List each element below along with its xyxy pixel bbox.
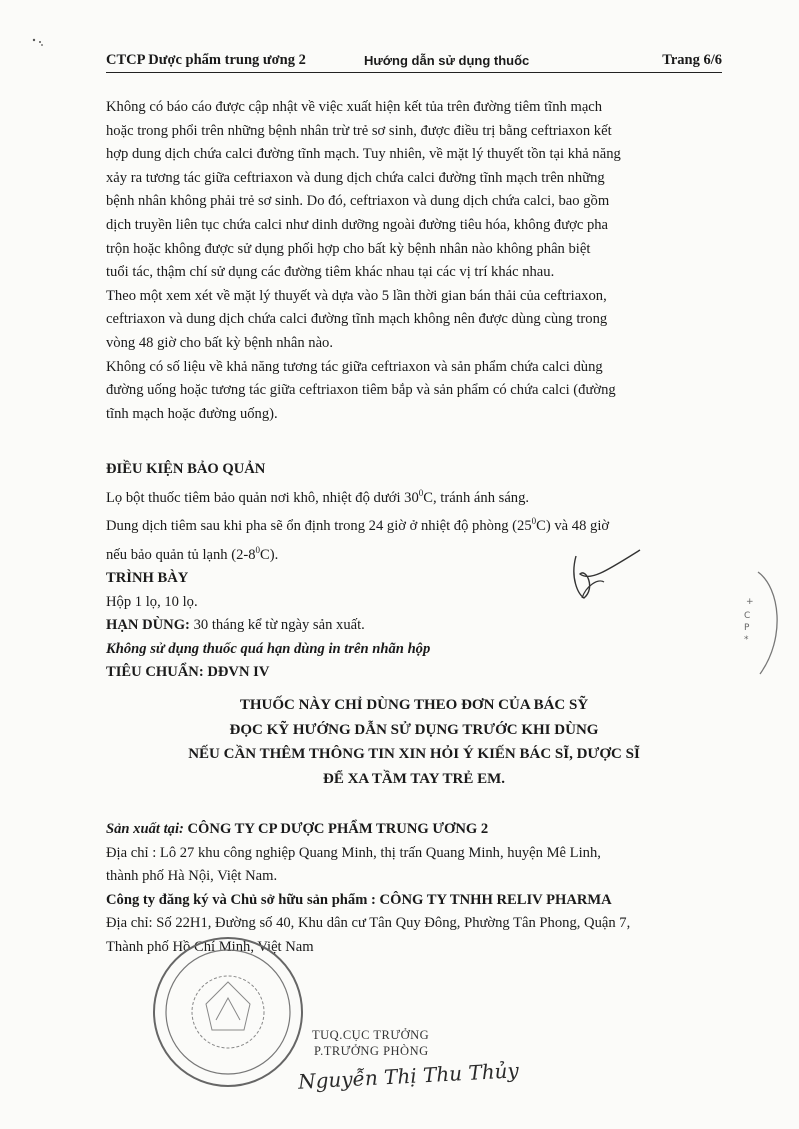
registrant-address-1: Địa chỉ: Số 22H1, Đường số 40, Khu dân cư Tân Quy Đông, Phường Tân Phong, Quận 7, <box>106 915 631 932</box>
svg-text:+: + <box>746 597 754 607</box>
header-doc-title: Hướng dẫn sử dụng thuốc <box>364 53 530 68</box>
storage-line-1: Lọ bột thuốc tiêm bảo quản nơi khô, nhiệt độ dưới $30^0C$, tránh ánh sáng. <box>106 487 530 506</box>
edge-stamp-fragment <box>730 568 799 678</box>
para1-line: bệnh nhân không phải trẻ sơ sinh. Do đó, ceftriaxon và dung dịch chứa calci, bao gồm <box>106 193 610 210</box>
expiry-line: HẠN DÙNG: 30 tháng kể từ ngày sản xuất. <box>106 617 365 634</box>
svg-text:C: C <box>744 611 751 621</box>
para2-line: ceftriaxon và dung dịch chứa calci đường tĩnh mạch không nên được dùng cùng trong <box>106 311 608 328</box>
notice-line: ĐỂ XA TẦM TAY TRẺ EM. <box>323 770 505 787</box>
signoff-subtitle: P.TRƯỞNG PHÒNG <box>314 1044 429 1058</box>
presentation-text: Hộp 1 lọ, 10 lọ. <box>106 593 198 610</box>
signoff-title: TUQ.CỤC TRƯỞNG <box>312 1028 430 1042</box>
para2-line: vòng 48 giờ cho bất kỳ bệnh nhân nào. <box>106 334 333 351</box>
notice-block <box>106 693 722 791</box>
notice-line: THUỐC NÀY CHỈ DÙNG THEO ĐƠN CỦA BÁC SỸ <box>239 697 589 713</box>
storage-title: ĐIỀU KIỆN BẢO QUẢN <box>106 461 266 477</box>
para1-line: Không có báo cáo được cập nhật về việc xuất hiện kết tủa trên đường tiêm tĩnh mạch <box>106 99 603 115</box>
expiry-warning: Không sử dụng thuốc quá hạn dùng in trên nhãn hộp <box>106 640 431 657</box>
manufacturer-address-1: Địa chỉ : Lô 27 khu công nghiệp Quang Minh, thị trấn Quang Minh, huyện Mê Linh, <box>106 844 601 861</box>
standard-line: TIÊU CHUẨN: DĐVN IV <box>106 664 270 681</box>
svg-text:*: * <box>744 635 749 645</box>
page-header <box>106 50 722 73</box>
registrant-address-2: Thành phố Hồ Chí Minh, Việt Nam <box>106 938 314 955</box>
para1-line: hoặc trong phổi trên những bệnh nhân trừ trẻ sơ sinh, được điều trị bằng ceftriaxon kết <box>106 122 612 139</box>
header-company: CTCP Dược phẩm trung ương 2 <box>106 52 306 68</box>
notice-line: NẾU CẦN THÊM THÔNG TIN XIN HỎI Ý KIẾN BÁC SĨ, DƯỢC SĨ <box>188 746 640 763</box>
manufacturer-line: Sản xuất tại: CÔNG TY CP DƯỢC PHẨM TRUNG ƯƠNG 2 <box>106 821 489 837</box>
header-page-number: Trang 6/6 <box>662 52 722 68</box>
para1-line: trộn hoặc không được sử dụng phối hợp cho bất kỳ bệnh nhân nào không phân biệt <box>106 240 591 257</box>
para1-line: hợp dung dịch chứa calci đường tĩnh mạch. Tuy nhiên, về mặt lý thuyết tồn tại khả năng <box>106 146 621 163</box>
signoff-block <box>312 1027 429 1059</box>
svg-text:P: P <box>744 623 750 633</box>
notice-line: ĐỌC KỸ HƯỚNG DẪN SỬ DỤNG TRƯỚC KHI DÙNG <box>229 721 599 738</box>
storage-line-3: nếu bảo quản tủ lạnh $(2-8^0C)$. <box>106 544 279 563</box>
scan-speck <box>20 30 60 60</box>
presentation-title: TRÌNH BÀY <box>106 569 189 586</box>
para2-line: Theo một xem xét về mặt lý thuyết và dựa vào 5 lần thời gian bán thải của ceftriaxon, <box>106 287 607 304</box>
initials-scribble <box>556 548 646 608</box>
signature: Nguyễn Thị Thu Thủy <box>297 1058 520 1094</box>
para3-line: tĩnh mạch hoặc đường uống). <box>106 405 278 422</box>
storage-line-2: Dung dịch tiêm sau khi pha sẽ ổn định trong 24 giờ ở nhiệt độ phòng $(25^0C)$ và 48 giờ <box>106 516 610 534</box>
official-seal <box>148 932 308 1092</box>
para1-line: tuổi tác, thậm chí sử dụng các đường tiêm khác nhau tại các vị trí khác nhau. <box>106 264 555 281</box>
interaction-text <box>106 96 722 426</box>
para1-line: dịch truyền liên tục chứa calci như dinh dưỡng ngoài đường tiêu hóa, không được pha <box>106 216 609 233</box>
para3-line: đường uống hoặc tương tác giữa ceftriaxon tiêm bắp và sản phẩm có chứa calci (đường <box>106 382 616 399</box>
manufacturer-address-2: thành phố Hà Nội, Việt Nam. <box>106 868 278 885</box>
para1-line: xảy ra tương tác giữa ceftriaxon và dung dịch chứa calci đường tĩnh mạch trên những <box>106 169 605 186</box>
registrant-line: Công ty đăng ký và Chủ sở hữu sản phẩm : CÔNG TY TNHH RELIV PHARMA <box>106 891 612 908</box>
para3-line: Không có số liệu về khả năng tương tác giữa ceftriaxon và sản phẩm chứa calci dùng <box>106 358 603 375</box>
